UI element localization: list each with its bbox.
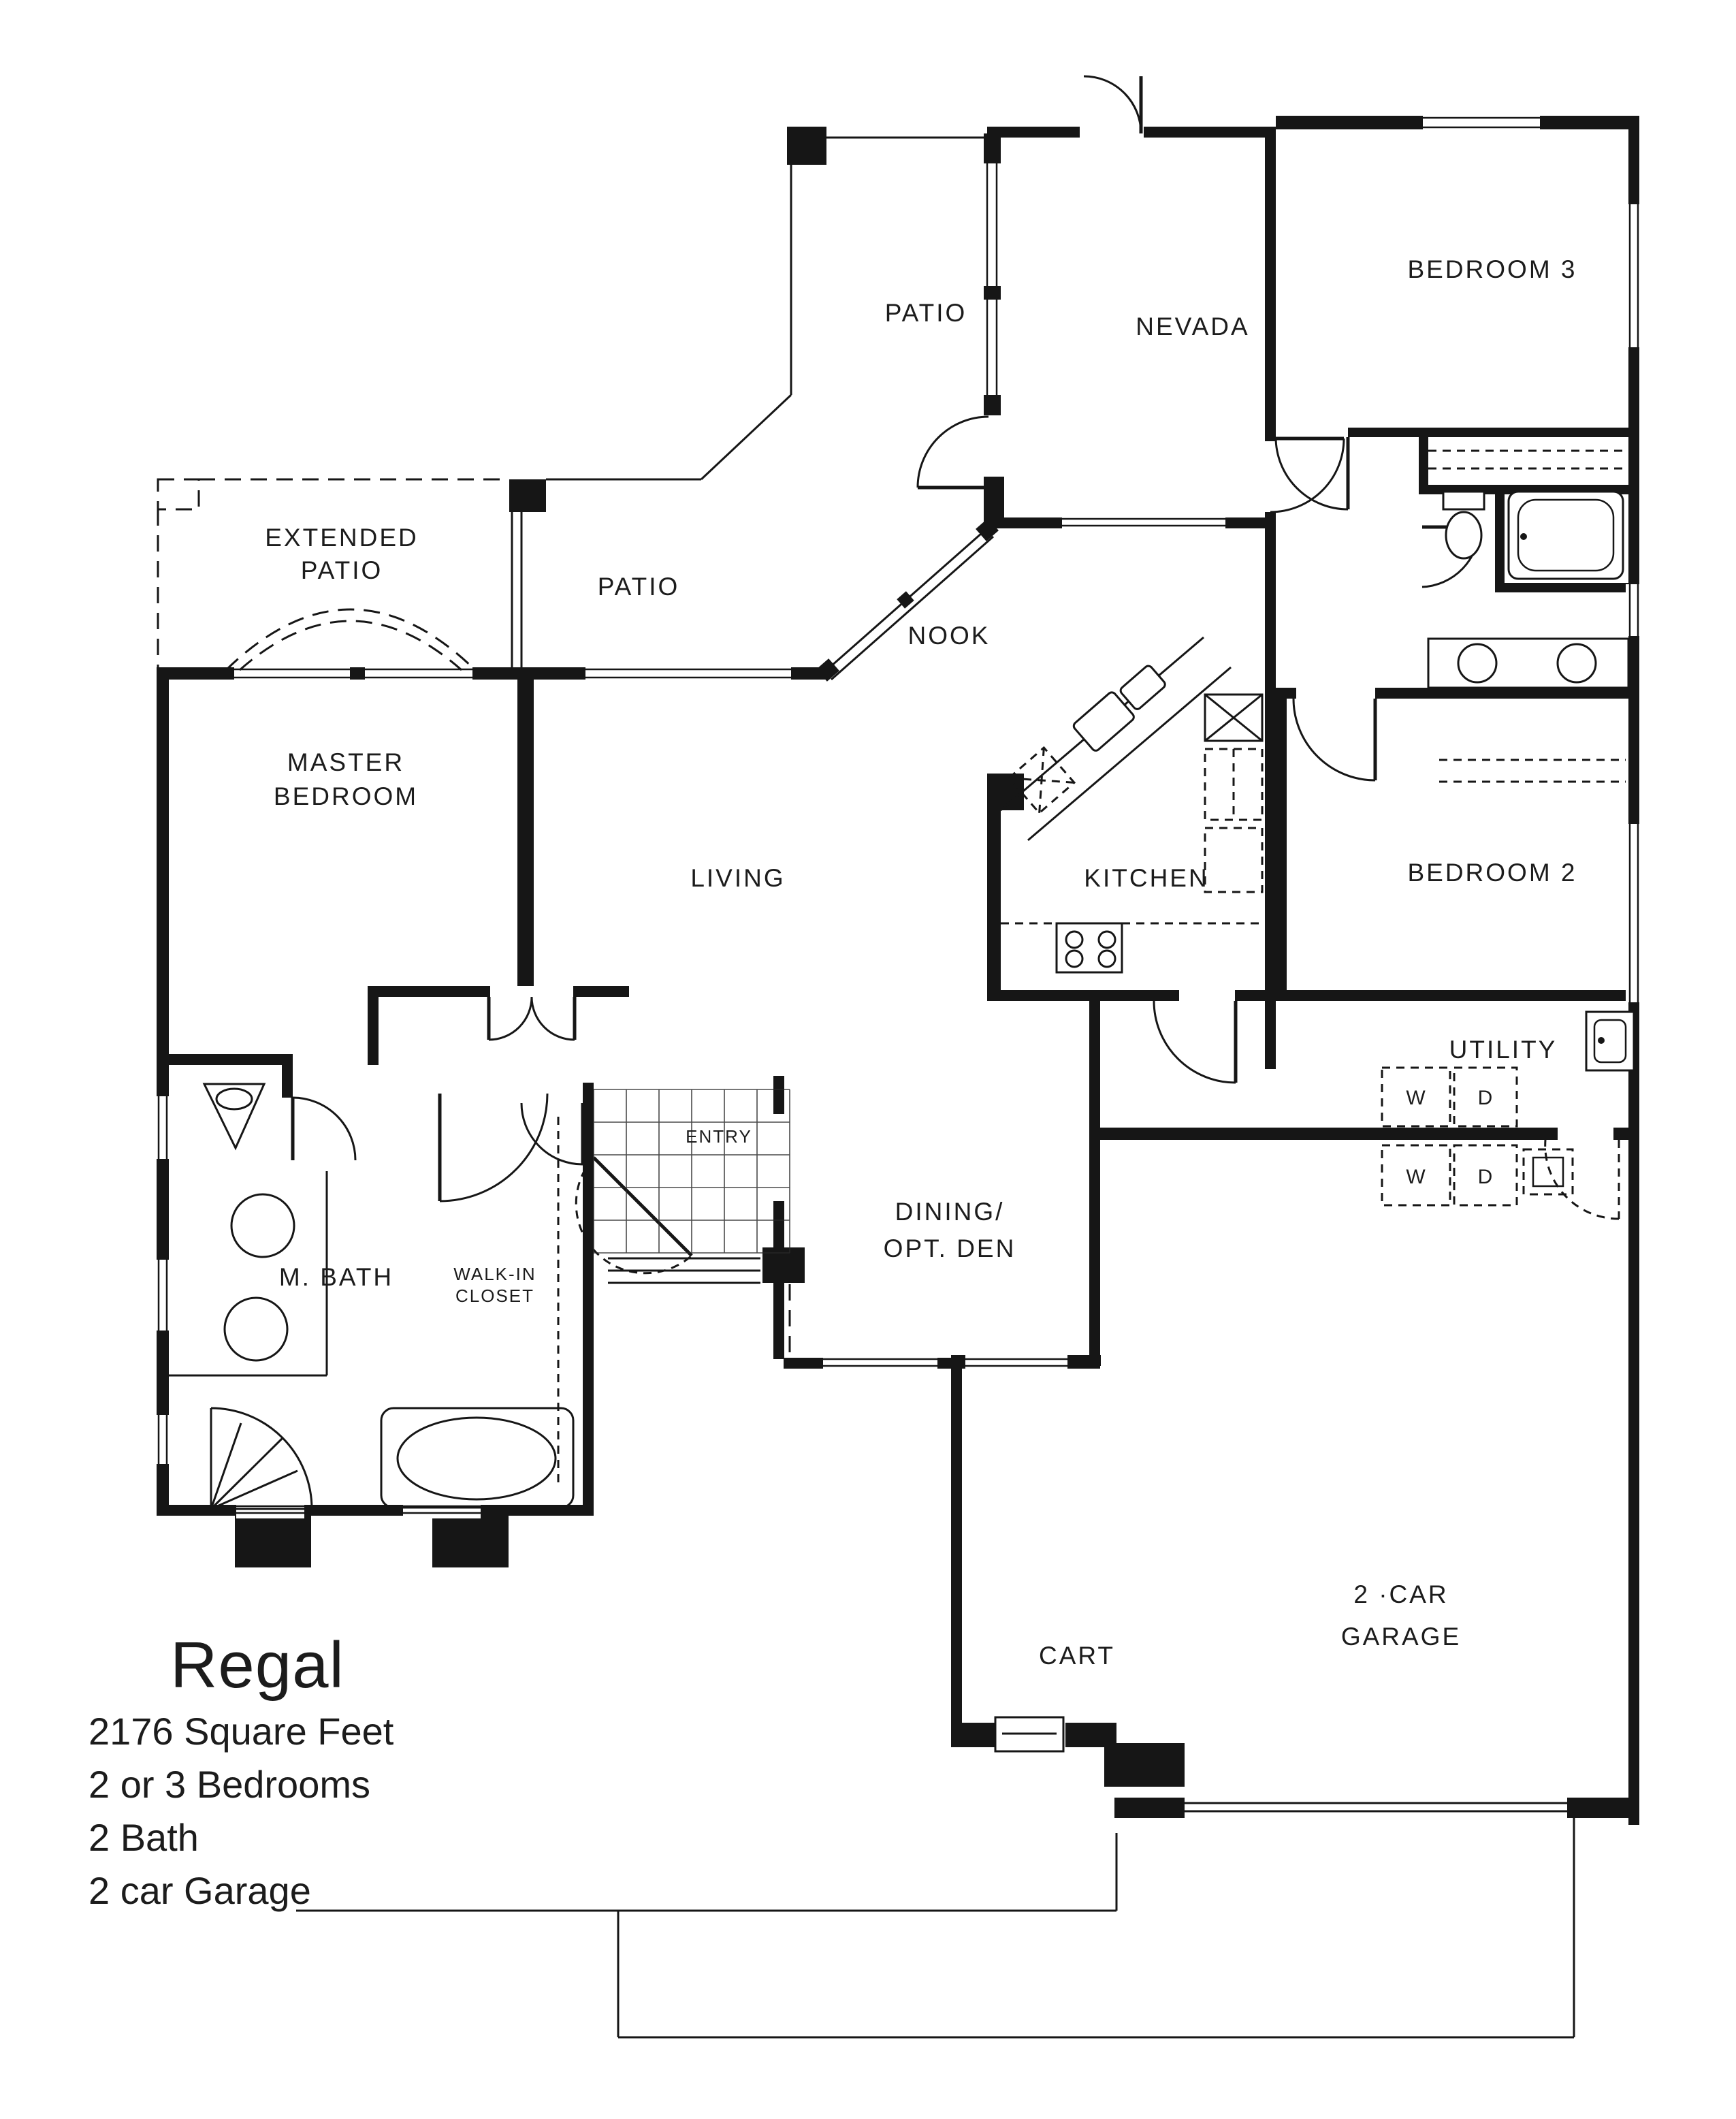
toilet-master [204, 1084, 264, 1148]
window-master-bow-right [365, 665, 472, 682]
driveway [296, 1817, 1574, 2037]
room-label-patio2: PATIO [597, 573, 680, 601]
door-bedroom2 [1293, 699, 1375, 780]
room-label-cart: CART [1038, 1642, 1116, 1670]
kitchen-fixtures [1001, 637, 1262, 972]
door-nevada-gate [1084, 76, 1141, 133]
room-label-garage-1: 2 ·CAR [1353, 1580, 1449, 1608]
room-label-bedroom3: BEDROOM 3 [1407, 255, 1577, 283]
garden-tub [381, 1408, 573, 1508]
room-label-master-1: MASTER [287, 748, 405, 776]
room-label-kitchen: KITCHEN [1084, 864, 1209, 892]
window-living-patio [585, 665, 791, 682]
bedroom2-wardrobe [1439, 760, 1626, 782]
door-patio [918, 417, 988, 488]
window-left-wall-1 [154, 1096, 172, 1159]
room-label-bedroom2: BEDROOM 2 [1407, 859, 1577, 887]
pantry [1205, 695, 1262, 892]
label-washer-2: W [1406, 1166, 1426, 1188]
plan-title: Regal [170, 1629, 344, 1702]
window-nook-nevada [1062, 515, 1225, 531]
window-master-bow-left [234, 665, 350, 682]
label-dryer-2: D [1477, 1166, 1494, 1188]
window-patio-wall-lower [981, 300, 1003, 395]
room-label-utility: UTILITY [1449, 1036, 1558, 1064]
window-dining-1 [823, 1355, 937, 1371]
window-bedroom3-top [1423, 113, 1540, 132]
porch-steps [608, 1258, 760, 1283]
room-label-garage-2: GARAGE [1340, 1623, 1462, 1651]
spec-garage: 2 car Garage [89, 1869, 311, 1912]
kitchen-sink [1072, 661, 1170, 752]
garage-details [296, 1717, 1574, 2037]
room-label-nook: NOOK [907, 622, 991, 650]
patio-boundaries [158, 127, 987, 667]
window-right-bedroom3 [1626, 204, 1642, 347]
window-right-bath [1626, 584, 1642, 636]
label-dryer-1: D [1477, 1087, 1494, 1109]
room-label-nevada: NEVADA [1136, 313, 1250, 340]
hall-closet-shelves [1428, 451, 1623, 468]
room-label-mbath: M. BATH [278, 1263, 394, 1291]
room-label-patio-top: PATIO [884, 299, 967, 327]
bathtub [1509, 492, 1623, 579]
vanity-hall [1428, 639, 1628, 688]
label-washer-1: W [1406, 1087, 1426, 1109]
room-label-wic-2: CLOSET [455, 1286, 535, 1306]
door-master-double [489, 997, 575, 1040]
window-left-wall-3 [154, 1415, 172, 1464]
window-mbath-bottom-2 [403, 1502, 481, 1518]
title-block [89, 1629, 394, 1912]
door-master-bath [440, 1094, 547, 1201]
door-bedroom3 [1276, 437, 1348, 509]
spec-bedrooms: 2 or 3 Bedrooms [89, 1763, 370, 1806]
window-left-wall-2 [154, 1260, 172, 1331]
room-label-living: LIVING [690, 864, 786, 892]
walls [157, 116, 1639, 1825]
corner-shower [211, 1408, 312, 1509]
window-dining-2 [965, 1355, 1067, 1371]
spec-bath: 2 Bath [89, 1816, 199, 1859]
room-label-master-2: BEDROOM [273, 782, 419, 810]
door-toilet-room [293, 1098, 355, 1160]
door-nevada-hall [1270, 439, 1344, 512]
cart-pad [995, 1717, 1063, 1751]
window-patio-wall-upper [981, 163, 1003, 286]
water-heater [1524, 1149, 1573, 1194]
door-garage-entry [1545, 1140, 1619, 1219]
window-mbath-bottom-1 [236, 1502, 304, 1518]
door-walkin-closet [521, 1103, 583, 1164]
window-right-bedroom2 [1626, 824, 1642, 1002]
bow-window [226, 609, 475, 670]
room-label-wic-1: WALK-IN [453, 1264, 536, 1284]
room-label-dining-2: OPT. DEN [883, 1234, 1016, 1262]
nook-corner-window [816, 518, 999, 682]
stove [1057, 923, 1122, 972]
utility-sink [1586, 1012, 1634, 1070]
room-label-entry: ENTRY [686, 1126, 752, 1147]
spec-square-feet: 2176 Square Feet [89, 1710, 394, 1753]
toilet-hall [1443, 492, 1484, 558]
entry-tile-floor [594, 1089, 790, 1253]
room-label-extended-patio-1: EXTENDED [265, 524, 419, 552]
room-label-dining-1: DINING/ [895, 1198, 1005, 1226]
door-kitchen-hall [1154, 1001, 1236, 1083]
room-label-extended-patio-2: PATIO [300, 556, 383, 584]
